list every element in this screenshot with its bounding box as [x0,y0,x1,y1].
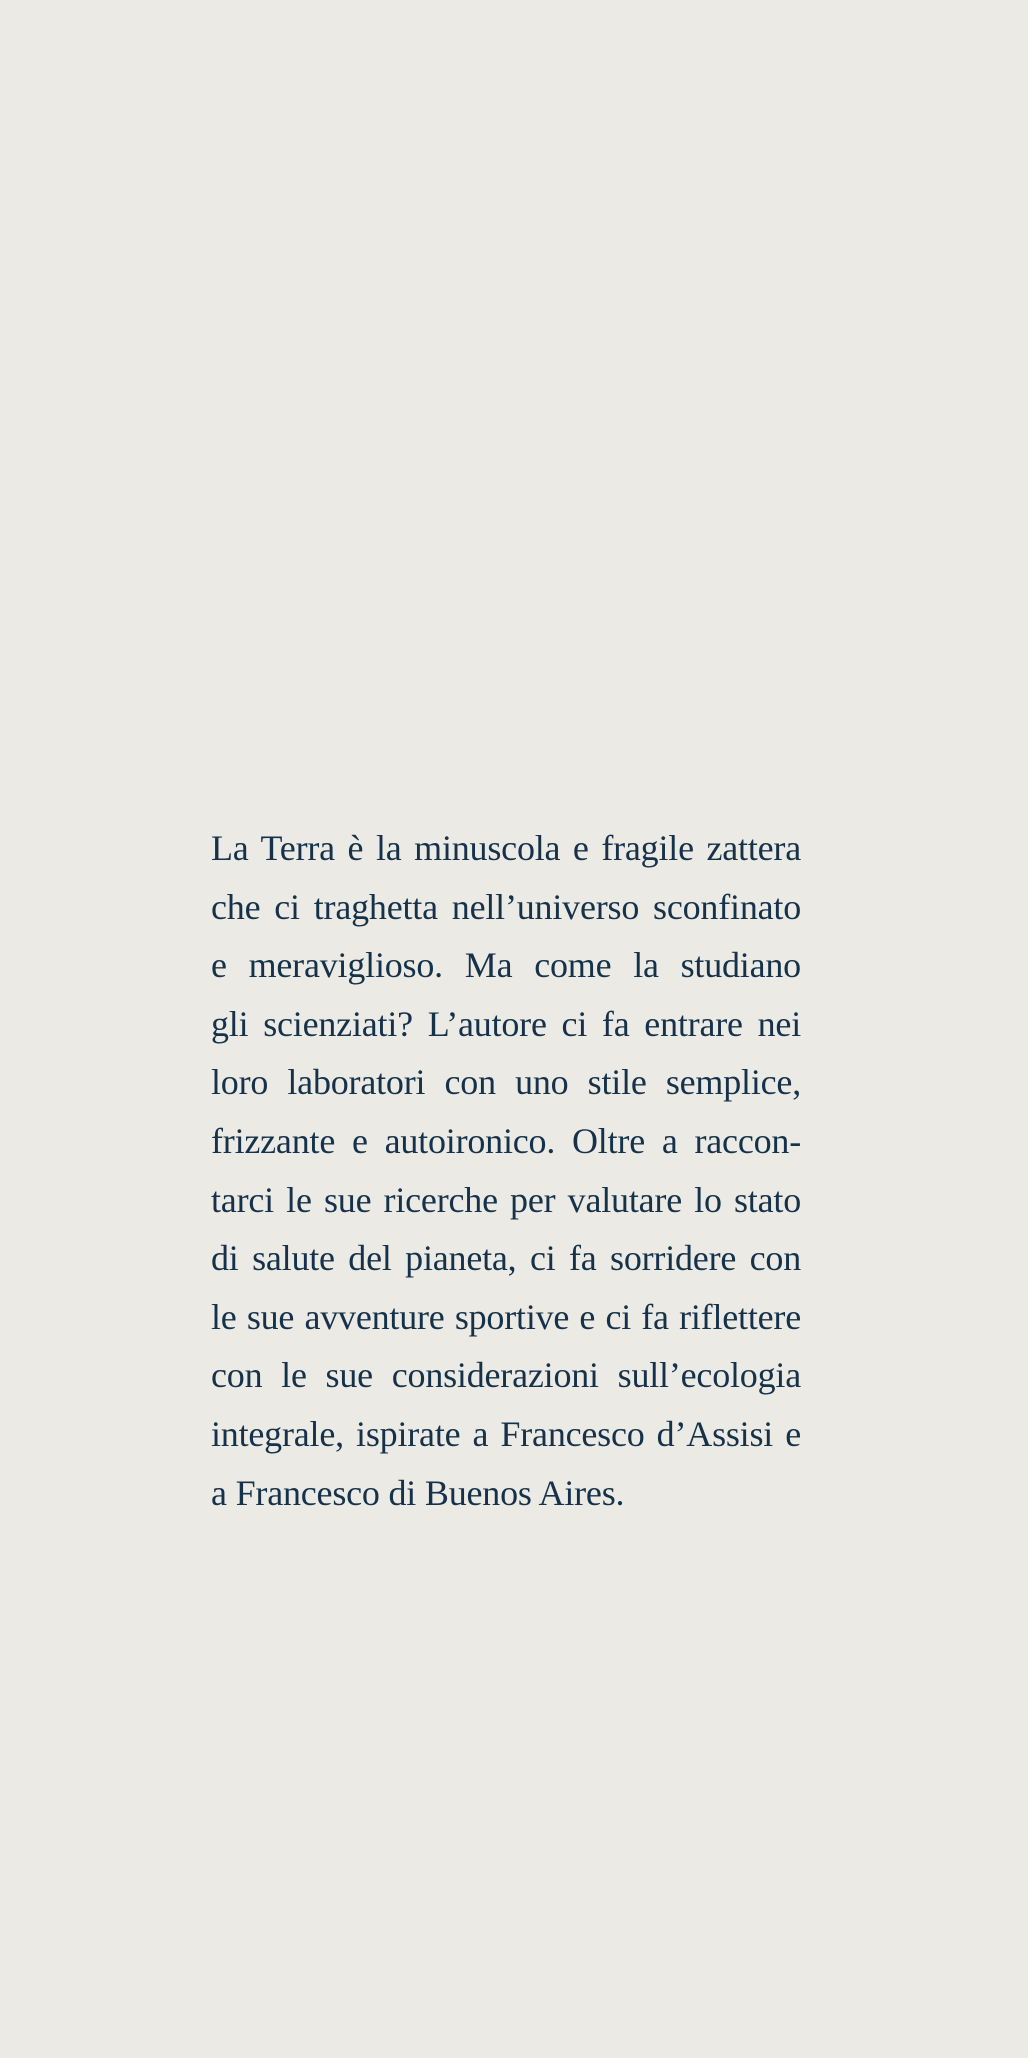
back-cover-blurb [211,819,801,1522]
blurb-line: a Francesco di Buenos Aires. [211,1472,625,1513]
blurb-line: e meraviglioso. Ma come la studiano [211,945,801,986]
blurb-line: frizzante e autoironico. Oltre a raccon- [211,1120,801,1161]
blurb-line: con le sue considerazioni sull’ecologia [211,1355,801,1396]
blurb-line: che ci traghetta nell’universo sconfinato [211,886,801,927]
blurb-line: tarci le sue ricerche per valutare lo stato [211,1179,801,1220]
blurb-line: le sue avventure sportive e ci fa riflettere [211,1296,801,1337]
blurb-line: loro laboratori con uno stile semplice, [211,1062,801,1103]
blurb-line: La Terra è la minuscola e fragile zattera [211,828,801,868]
blurb-line: di salute del pianeta, ci fa sorridere con [211,1238,801,1279]
blurb-line: gli scienziati? L’autore ci fa entrare nei [211,1003,801,1044]
blurb-line: integrale, ispirate a Francesco d’Assisi e [211,1413,801,1454]
